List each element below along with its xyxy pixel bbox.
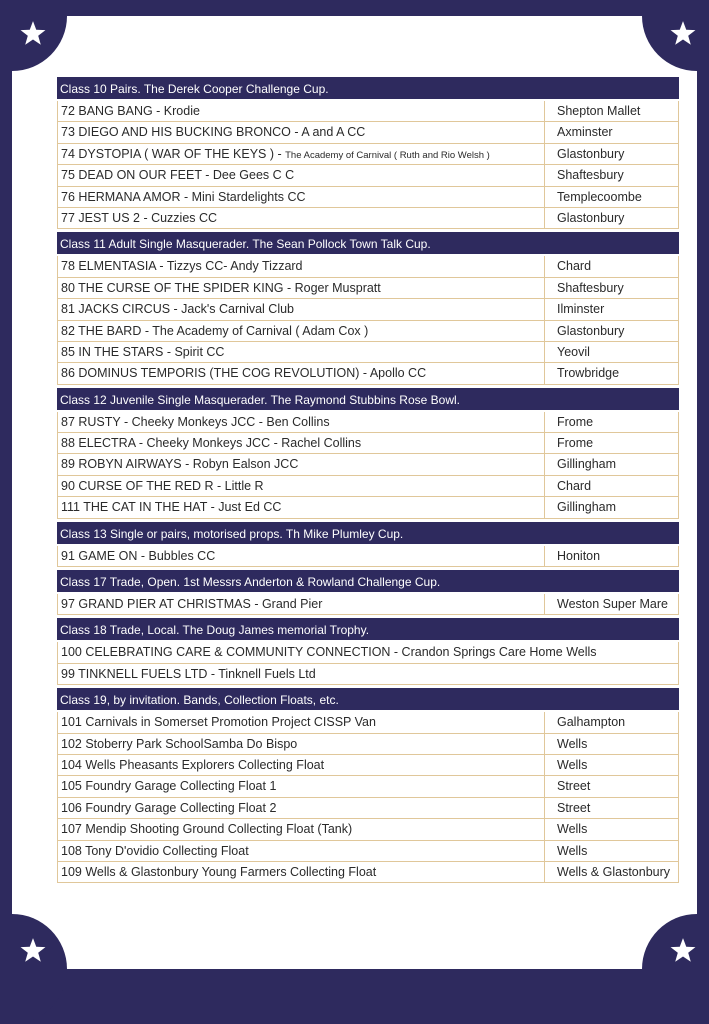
town-cell: Yeovil (557, 344, 590, 359)
table-row (57, 776, 679, 797)
star-icon (670, 20, 696, 46)
town-cell: Honiton (557, 548, 601, 563)
town-cell: Wells (557, 736, 588, 751)
corner-decoration (0, 914, 67, 1024)
corner-decoration (642, 914, 709, 1024)
table-row (57, 165, 679, 186)
table-row (57, 476, 679, 497)
table-row (57, 412, 679, 433)
entry-cell: 78 ELMENTASIA - Tizzys CC- Andy Tizzard (58, 256, 545, 276)
entry-cell: 76 HERMANA AMOR - Mini Stardelights CC (58, 187, 545, 207)
table-row (57, 642, 679, 663)
entry-cell: 104 Wells Pheasants Explorers Collecting Float (58, 755, 545, 775)
entry-cell: 81 JACKS CIRCUS - Jack's Carnival Club (58, 299, 545, 319)
entry-cell: 102 Stoberry Park SchoolSamba Do Bispo (58, 734, 545, 754)
entry-cell: 73 DIEGO AND HIS BUCKING BRONCO - A and A CC (58, 122, 545, 142)
town-cell: Frome (557, 436, 594, 451)
town-cell: Gillingham (557, 457, 617, 472)
entry-text: 74 DYSTOPIA ( WAR OF THE KEYS ) - (61, 146, 286, 161)
entry-cell: 72 BANG BANG - Krodie (58, 101, 545, 121)
class-header: Class 19, by invitation. Bands, Collection Floats, etc. (57, 688, 679, 712)
town-cell: Chard (557, 478, 592, 493)
town-cell: Wells (557, 843, 588, 858)
town-cell: Trowbridge (557, 366, 620, 381)
entry-cell: 82 THE BARD - The Academy of Carnival ( Adam Cox ) (58, 321, 545, 341)
table-row (57, 278, 679, 299)
table-row (57, 363, 679, 384)
town-cell: Ilminster (557, 302, 605, 317)
entry-cell: 80 THE CURSE OF THE SPIDER KING - Roger Muspratt (58, 278, 545, 298)
entries-table (57, 77, 679, 883)
town-cell: Templecoombe (557, 189, 642, 204)
entry-cell: 90 CURSE OF THE RED R - Little R (58, 476, 545, 496)
entry-cell: 100 CELEBRATING CARE & COMMUNITY CONNECTION - Crandon Springs Care Home Wells (61, 645, 597, 660)
table-row (57, 712, 679, 733)
entry-cell: 97 GRAND PIER AT CHRISTMAS - Grand Pier (58, 594, 545, 614)
entry-small-text: The Academy of Carnival ( Ruth and Rio Welsh ) (285, 149, 490, 161)
town-cell: Gillingham (557, 500, 617, 515)
table-row (57, 454, 679, 475)
star-icon (20, 20, 46, 46)
table-row (57, 798, 679, 819)
class-header: Class 10 Pairs. The Derek Cooper Challenge Cup. (57, 77, 679, 101)
town-cell: Shepton Mallet (557, 104, 641, 118)
entry-cell: 77 JEST US 2 - Cuzzies CC (58, 208, 545, 228)
table-row (57, 299, 679, 320)
town-cell: Wells (557, 822, 588, 837)
table-row (57, 734, 679, 755)
page (12, 16, 697, 969)
town-cell: Wells (557, 757, 588, 772)
town-cell: Galhampton (557, 715, 626, 730)
entry-cell: 88 ELECTRA - Cheeky Monkeys JCC - Rachel Collins (58, 433, 545, 453)
town-cell: Glastonbury (557, 323, 625, 338)
town-cell: Shaftesbury (557, 168, 624, 183)
table-row (57, 546, 679, 567)
table-row (57, 208, 679, 229)
town-cell: Glastonbury (557, 210, 625, 225)
class-header: Class 17 Trade, Open. 1st Messrs Anderton & Rowland Challenge Cup. (57, 570, 679, 594)
entry-cell: 91 GAME ON - Bubbles CC (58, 546, 545, 566)
table-row (57, 144, 679, 165)
town-cell: Frome (557, 414, 594, 429)
entry-cell (58, 144, 545, 164)
table-row (57, 594, 679, 615)
table-row (57, 862, 679, 883)
class-header: Class 11 Adult Single Masquerader. The Sean Pollock Town Talk Cup. (57, 232, 679, 256)
entry-cell: 85 IN THE STARS - Spirit CC (58, 342, 545, 362)
entry-cell: 99 TINKNELL FUELS LTD - Tinknell Fuels Ltd (61, 666, 316, 681)
entry-cell: 108 Tony D'ovidio Collecting Float (58, 841, 545, 861)
star-icon (20, 937, 46, 963)
table-row (57, 755, 679, 776)
table-row (57, 497, 679, 518)
table-row (57, 841, 679, 862)
table-row (57, 321, 679, 342)
town-cell: Weston Super Mare (557, 597, 668, 612)
town-cell: Street (557, 779, 591, 794)
town-cell: Shaftesbury (557, 280, 624, 295)
entry-cell: 109 Wells & Glastonbury Young Farmers Collecting Float (58, 862, 545, 882)
class-header: Class 12 Juvenile Single Masquerader. The Raymond Stubbins Rose Bowl. (57, 388, 679, 412)
town-cell: Axminster (557, 125, 613, 140)
star-icon (670, 937, 696, 963)
entry-cell: 111 THE CAT IN THE HAT - Just Ed CC (58, 497, 545, 517)
table-row (57, 342, 679, 363)
table-row (57, 819, 679, 840)
town-cell: Chard (557, 259, 592, 274)
entry-cell: 101 Carnivals in Somerset Promotion Project CISSP Van (58, 712, 545, 732)
town-cell: Glastonbury (557, 146, 625, 161)
entry-cell: 107 Mendip Shooting Ground Collecting Float (Tank) (58, 819, 545, 839)
entry-cell: 106 Foundry Garage Collecting Float 2 (58, 798, 545, 818)
table-row (57, 122, 679, 143)
table-row (57, 256, 679, 277)
town-cell: Wells & Glastonbury (557, 864, 671, 879)
entry-cell: 105 Foundry Garage Collecting Float 1 (58, 776, 545, 796)
entry-cell: 87 RUSTY - Cheeky Monkeys JCC - Ben Collins (58, 412, 545, 432)
class-header: Class 13 Single or pairs, motorised props. Th Mike Plumley Cup. (57, 522, 679, 546)
town-cell: Street (557, 800, 591, 815)
table-row (57, 433, 679, 454)
table-row (57, 664, 679, 685)
table-row (57, 101, 679, 122)
entry-cell: 86 DOMINUS TEMPORIS (THE COG REVOLUTION) - Apollo CC (58, 363, 545, 383)
table-row (57, 187, 679, 208)
class-header: Class 18 Trade, Local. The Doug James memorial Trophy. (57, 618, 679, 642)
entry-cell: 89 ROBYN AIRWAYS - Robyn Ealson JCC (58, 454, 545, 474)
entry-cell: 75 DEAD ON OUR FEET - Dee Gees C C (58, 165, 545, 185)
